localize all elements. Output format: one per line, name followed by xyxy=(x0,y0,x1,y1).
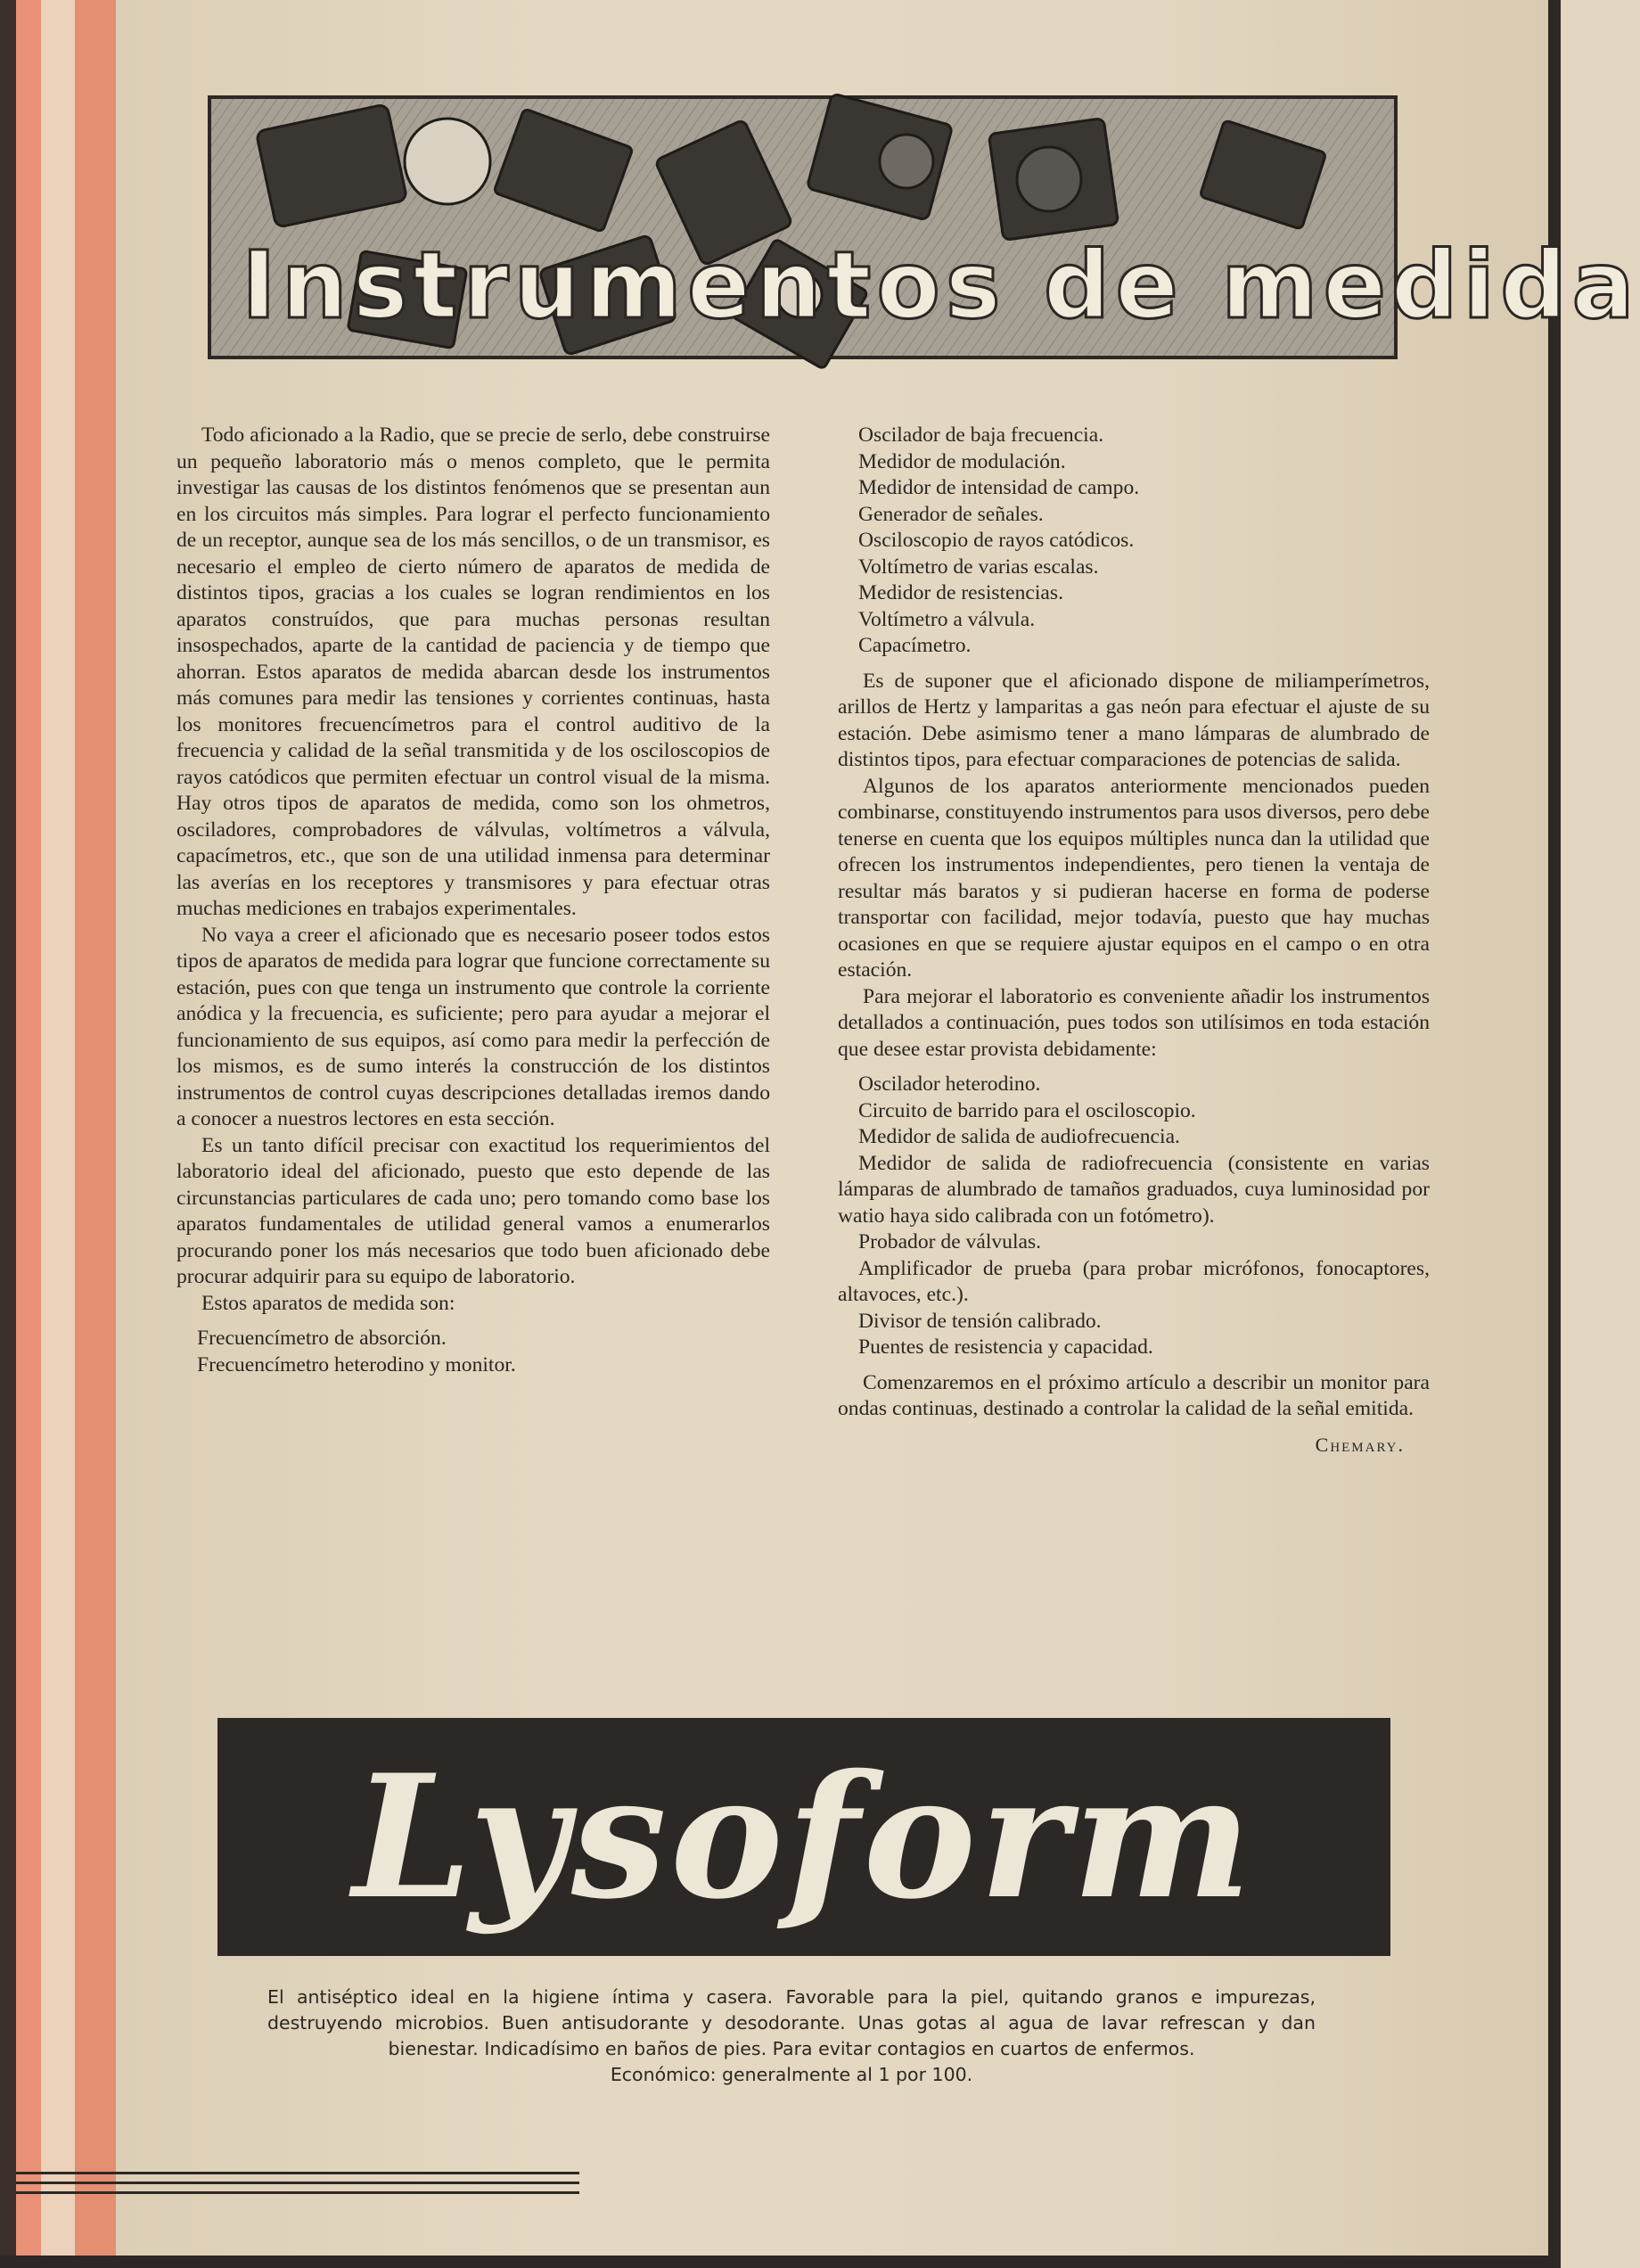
author-signature: Chemary. xyxy=(1315,1433,1405,1456)
list-item: Medidor de salida de radiofrecuencia (consistente en varias lámparas de alumbrado de tamaños graduados, cuya luminosidad por watio haya sido calibrada con un fotómetro). xyxy=(838,1151,1430,1228)
list-item: Capacímetro. xyxy=(858,634,972,657)
list-item: Medidor de salida de audiofrecuencia. xyxy=(858,1125,1180,1148)
spacer xyxy=(176,1317,770,1326)
decorative-rules xyxy=(16,2172,579,2201)
list-item: Oscilador heterodino. xyxy=(858,1072,1041,1096)
list-item: Frecuencímetro heterodino y monitor. xyxy=(197,1352,516,1376)
rule-line xyxy=(16,2191,579,2194)
advertisement-text xyxy=(267,1984,1316,2088)
paragraph: No vaya a creer el aficionado que es necesario poseer todos estos tipos de aparatos de medida para lograr que funcione correctamente su estación, pues con que tenga un instrumento que controle la corriente anódica y la frecuencia, es suficiente; pero para ayudar a mejorar el funcionamiento de sus equipos, así como para medir la perfección de los mismos, es de sumo interés la construcción de los distintos instrumentos de control cuyas descripciones detalladas iremos dando a conocer a nuestros lectores en esta sección. xyxy=(176,923,770,1130)
list-item: Probador de válvulas. xyxy=(858,1230,1042,1253)
rule-line xyxy=(16,2172,579,2174)
decorative-stripe-gap xyxy=(41,0,75,2268)
article-column-left xyxy=(176,423,770,1378)
list-item: Voltímetro a válvula. xyxy=(858,607,1036,631)
list-item: Medidor de intensidad de campo. xyxy=(858,476,1140,499)
list-item: Oscilador de baja frecuencia. xyxy=(858,423,1104,447)
paragraph: Todo aficionado a la Radio, que se precie de serlo, debe construirse un pequeño laboratorio más o menos completo, que le permita investigar las causas de los distintos fenómenos que se presentan aun en los circuitos más simples. Para lograr el perfecto funcionamiento de un receptor, aunque sea de los más sencillos, o de un transmisor, es necesario el empleo de cierto número de aparatos de medida de distintos tipos, gracias a los cuales se logran rendimientos en los aparatos construídos, que para muchas personas resultan insospechados, aparte de la cantidad de paciencia y de tiempo que ahorran. Estos aparatos de medida abarcan desde los instrumentos más comunes para medir las tensiones y corrientes continuas, hasta los monitores frecuencímetros para el control auditivo de la frecuencia y calidad de la señal transmitida y de los osciloscopios de rayos catódicos que permiten efectuar un control visual de la misma. Hay otros tipos de aparatos de medida, como son los ohmetros, osciladores, comprobadores de válvulas, voltímetros a válvula, capacímetros, etc., que son de una utilidad inmensa para determinar las averías en los receptores y transmisores y para efectuar otras muchas mediciones en trabajos experimentales. xyxy=(176,423,770,920)
paragraph: Para mejorar el laboratorio es conveniente añadir los instrumentos detallados a continuación, pues todos son utilísimos en toda estación que desee estar provista debidamente: xyxy=(838,984,1430,1061)
article-column-right xyxy=(838,423,1430,1458)
list-item: Medidor de modulación. xyxy=(858,449,1066,473)
closing-paragraph: Comenzaremos en el próximo artículo a describir un monitor para ondas continuas, destinado a controlar la calidad de la señal emitida. xyxy=(838,1370,1430,1420)
decorative-stripe-outer xyxy=(16,0,41,2268)
paragraph: Algunos de los aparatos anteriormente mencionados pueden combinarse, constituyendo instrumentos para usos diversos, pero debe tenerse en cuenta que los equipos múltiples nunca dan la utilidad que ofrecen los instrumentos independientes, pero tienen la ventaja de resultar más baratos y si pudieran hacerse en forma de poderse transportar con facilidad, mejor todavía, puesto que hay muchas ocasiones en que se requiere ajustar equipos en el campo o en otra estación. xyxy=(838,774,1430,982)
list-item: Puentes de resistencia y capacidad. xyxy=(858,1335,1153,1359)
list-item: Amplificador de prueba (para probar micrófonos, fonocaptores, altavoces, etc.). xyxy=(838,1256,1430,1306)
advertisement-description: El antiséptico ideal en la higiene íntima y casera. Favorable para la piel, quitando granos e impurezas, destruyendo microbios. Buen antisudorante y desodorante. Unas gotas al agua de lavar refrescan y dan bienestar. Indicadísimo en baños de pies. Para evitar contagios en cuartos de enfermos. xyxy=(267,1986,1316,2059)
paragraph: Es de suponer que el aficionado dispone de miliamperímetros, arillos de Hertz y lamparitas a gas neón para efectuar el ajuste de su estación. Debe asimismo tener a mano lámparas de alumbrado de distintos tipos, para efectuar comparaciones de potencias de salida. xyxy=(838,669,1430,771)
page-edge-left xyxy=(0,0,16,2268)
list-item: Frecuencímetro de absorción. xyxy=(197,1327,447,1350)
list-item: Medidor de resistencias. xyxy=(858,581,1063,604)
page-edge-right xyxy=(1548,0,1561,2268)
list-item: Circuito de barrido para el osciloscopio. xyxy=(858,1098,1196,1122)
article-title: Instrumentos de medida xyxy=(242,231,1640,340)
article-header-banner xyxy=(208,95,1640,359)
brand-logo: Lysoform xyxy=(352,1738,1256,1936)
decorative-stripe-inner xyxy=(75,0,116,2268)
spacer xyxy=(838,1063,1430,1072)
rule-line xyxy=(16,2182,579,2184)
advertisement-note: Económico: generalmente al 1 por 100. xyxy=(610,2064,973,2085)
paragraph: Estos aparatos de medida son: xyxy=(201,1291,455,1315)
page-edge-bottom xyxy=(0,2256,1561,2268)
list-item: Voltímetro de varias escalas. xyxy=(858,555,1099,579)
list-item: Osciloscopio de rayos catódicos. xyxy=(858,529,1135,552)
list-item: Generador de señales. xyxy=(858,502,1044,526)
advertisement-banner xyxy=(217,1718,1390,1956)
paragraph: Es un tanto difícil precisar con exactitud los requerimientos del laboratorio ideal del aficionado, puesto que esto depende de las circunstancias particulares de cada uno; pero tomando como base los aparatos fundamentales de utilidad general vamos a enumerarlos procurando poner los más necesarios que todo buen aficionado debe procurar adquirir para su equipo de laboratorio. xyxy=(176,1133,770,1288)
list-item: Divisor de tensión calibrado. xyxy=(858,1309,1102,1333)
